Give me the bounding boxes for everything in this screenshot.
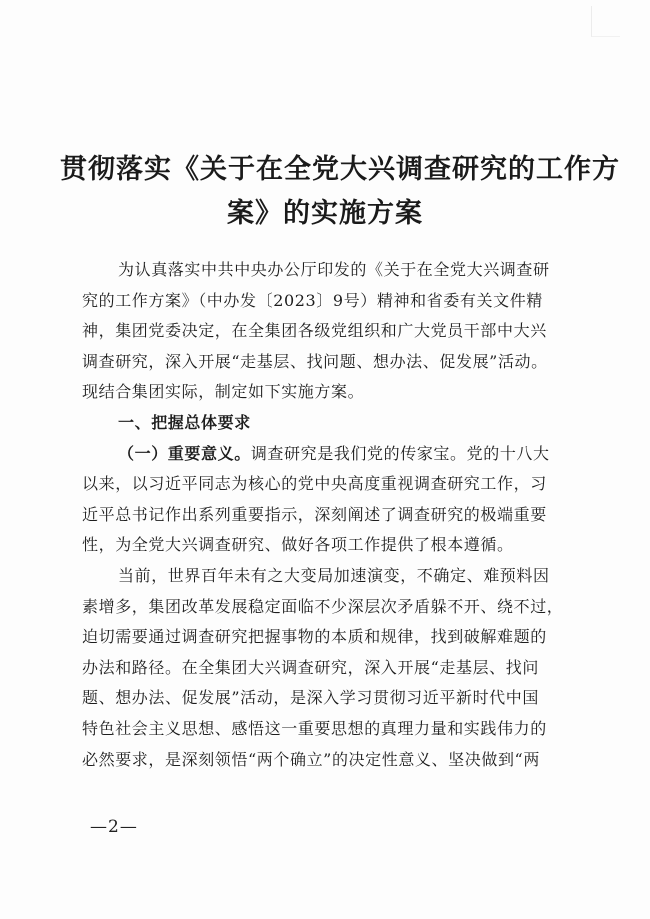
paragraph-line: 题、想办法、促发展”活动，是深入学习贯彻习近平新时代中国 — [82, 688, 539, 708]
paragraph-text: 调查研究是我们党的传家宝。党的十八大 — [250, 443, 550, 463]
title-line: 贯彻落实《关于在全党大兴调查研究的工作方 — [60, 154, 620, 185]
subsection-heading: （一）重要意义。 — [118, 443, 251, 463]
document-body — [82, 255, 582, 775]
paragraph-line: 性，为全党大兴调查研究、做好各项工作提供了根本遵循。 — [82, 535, 514, 555]
paragraph-line: 现结合集团实际，制定如下实施方案。 — [82, 382, 365, 402]
paragraph-line: 办法和路径。在全集团大兴调查研究，深入开展“走基层、找问 — [82, 657, 539, 677]
document-title — [60, 148, 620, 236]
paragraph-line: 调查研究，深入开展“走基层、找问题、想办法、促发展”活动。 — [82, 351, 548, 371]
paragraph-line — [82, 439, 582, 470]
scan-corner-mark — [591, 6, 620, 37]
paragraph-line: 为认真落实中共中央办公厅印发的《关于在全党大兴调查研 — [118, 260, 550, 279]
paragraph-line: 特色社会主义思想、感悟这一重要思想的真理力量和实践伟力的 — [82, 718, 547, 738]
title-line: 案》的实施方案 — [227, 198, 423, 229]
paragraph-line: 以来，以习近平同志为核心的党中央高度重视调查研究工作，习 — [82, 474, 547, 494]
paragraph-line: 神，集团党委决定，在全集团各级党组织和广大党员干部中大兴 — [82, 321, 547, 341]
paragraph-line: 迫切需要通过调查研究把握事物的本质和规律，找到破解难题的 — [82, 627, 547, 647]
page-number: —2— — [90, 817, 138, 837]
section-heading: 一、把握总体要求 — [118, 412, 251, 432]
paragraph-line: 究的工作方案》（中办发〔2023〕9号）精神和省委有关文件精 — [82, 290, 543, 310]
paragraph-line: 近平总书记作出系列重要指示，深刻阐述了调查研究的极端重要 — [82, 504, 547, 524]
paragraph-line: 当前，世界百年未有之大变局加速演变，不确定、难预料因 — [118, 565, 550, 585]
paragraph-line: 素增多，集团改革发展稳定面临不少深层次矛盾躲不开、绕不过， — [82, 596, 564, 616]
paragraph-line: 必然要求，是深刻领悟“两个确立”的决定性意义、坚决做到“两 — [82, 749, 540, 769]
